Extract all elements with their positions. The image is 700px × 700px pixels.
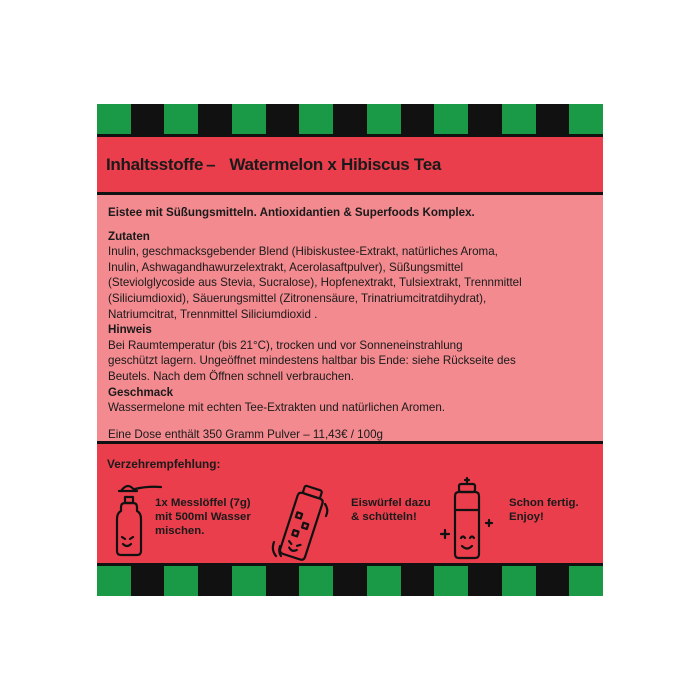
checker-square: [434, 566, 468, 596]
checker-square: [333, 104, 367, 134]
checker-square: [299, 566, 333, 596]
checker-square: [131, 104, 165, 134]
step-2-text: [351, 496, 431, 524]
checker-square: [266, 104, 300, 134]
step-3-line: Schon fertig.: [509, 497, 579, 509]
step-3-text: [509, 496, 579, 524]
step-2-line: & schütteln!: [351, 511, 417, 523]
checker-square: [164, 104, 198, 134]
title-dash: –: [206, 154, 216, 174]
checker-square: [198, 566, 232, 596]
checker-square: [266, 566, 300, 596]
checker-border-top: [97, 104, 603, 134]
checker-square: [333, 566, 367, 596]
zutaten-line: Natriumcitrat, Trennmittel Siliciumdioxid .: [108, 307, 318, 321]
zutaten-text: [108, 244, 595, 322]
usage-heading: Verzehrempfehlung:: [107, 457, 221, 471]
step-3-line: Enjoy!: [509, 511, 544, 523]
step-1-line: mit 500ml Wasser: [155, 511, 251, 523]
zutaten-line: Inulin, Ashwagandhawurzelextrakt, Acerolasaftpulver), Süßungsmittel: [108, 260, 464, 274]
checker-square: [468, 104, 502, 134]
product-label: [97, 104, 603, 596]
checker-square: [367, 566, 401, 596]
step-1-line: mischen.: [155, 525, 205, 537]
product-name: Watermelon x Hibiscus Tea: [229, 154, 442, 174]
step-1-text: [155, 496, 251, 538]
checker-square: [502, 104, 536, 134]
step-2-line: Eiswürfel dazu: [351, 497, 431, 509]
ingredients-panel: [97, 195, 603, 444]
checker-square: [198, 104, 232, 134]
checker-square: [401, 566, 435, 596]
checker-square: [434, 104, 468, 134]
geschmack-heading: Geschmack: [108, 385, 174, 399]
checker-square: [232, 104, 266, 134]
hinweis-line: geschützt lagern. Ungeöffnet mindestens haltbar bis Ende: siehe Rückseite des: [108, 354, 516, 368]
checker-square: [536, 566, 570, 596]
checker-square: [536, 104, 570, 134]
checker-square: [468, 566, 502, 596]
package-content-line: Eine Dose enthält 350 Gramm Pulver – 11,43€ / 100g: [108, 427, 383, 441]
intro-text: Eistee mit Süßungsmitteln. Antioxidantien & Superfoods Komplex.: [108, 206, 475, 219]
zutaten-heading: Zutaten: [108, 229, 150, 243]
title-bar: [97, 134, 603, 195]
checker-square: [569, 566, 603, 596]
checker-square: [569, 104, 603, 134]
zutaten-line: (Steviolglycoside aus Stevia, Sucralose), Hopfenextrakt, Tulsiextrakt, Trennmittel: [108, 276, 522, 290]
checker-square: [232, 566, 266, 596]
checker-square: [401, 104, 435, 134]
checker-square: [502, 566, 536, 596]
checker-square: [131, 566, 165, 596]
hinweis-line: Bei Raumtemperatur (bis 21°C), trocken und vor Sonneneinstrahlung: [108, 338, 463, 352]
zutaten-line: (Siliciumdioxid), Säuerungsmittel (Zitronensäure, Trinatriumcitratdihydrat),: [108, 291, 487, 305]
geschmack-line: Wassermelone mit echten Tee-Extrakten und natürlichen Aromen.: [108, 401, 446, 415]
usage-panel: [97, 444, 603, 566]
zutaten-line: Inulin, geschmacksgebender Blend (Hibiskustee-Extrakt, natürliches Aroma,: [108, 245, 498, 259]
shaking-bottle-icon: [269, 482, 333, 564]
checker-square: [299, 104, 333, 134]
title-label: Inhaltsstoffe: [106, 154, 204, 174]
hinweis-line: Beutels. Nach dem Öffnen schnell verbrauchen.: [108, 369, 354, 383]
checker-square: [164, 566, 198, 596]
hinweis-text: [108, 338, 595, 385]
checker-square: [367, 104, 401, 134]
checker-border-bottom: [97, 566, 603, 596]
step-1-line: 1x Messlöffel (7g): [155, 497, 251, 509]
hinweis-heading: Hinweis: [108, 323, 152, 337]
checker-square: [97, 104, 131, 134]
checker-square: [97, 566, 131, 596]
smiling-bottle-icon: [439, 476, 495, 562]
